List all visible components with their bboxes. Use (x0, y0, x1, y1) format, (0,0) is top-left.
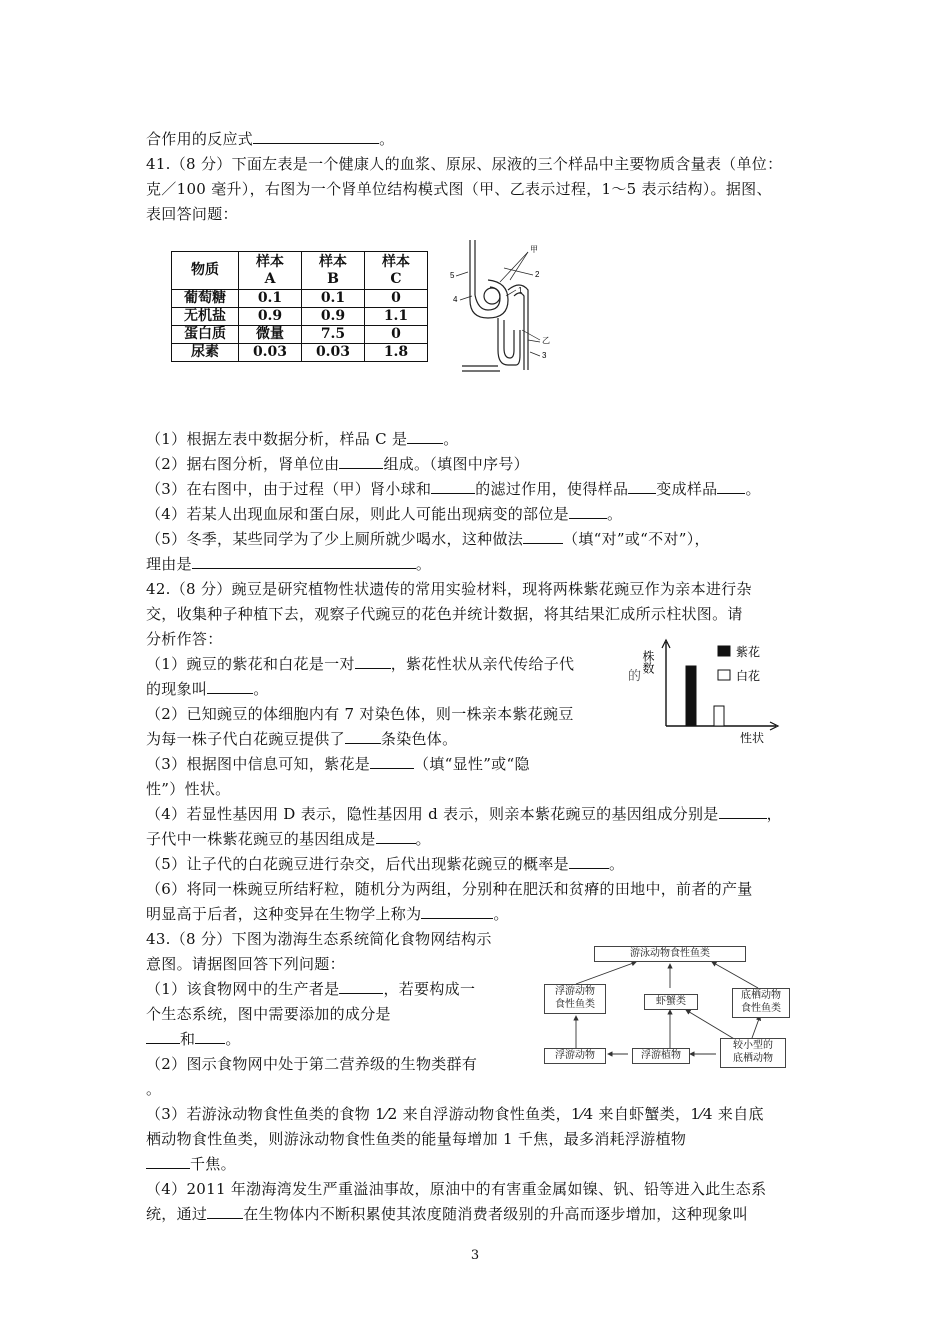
q41-5: （5）冬季，某些同学为了少上厕所就少喝水，这种做法 （填“对”或“不对”）， (146, 530, 710, 548)
nephron-diagram (448, 230, 560, 380)
q42-2-cont: 为每一株子代白花豌豆提供了 条染色体。 (146, 730, 458, 748)
food-web-diagram (536, 940, 800, 1080)
label-5: 5 (450, 271, 455, 280)
legend-label-white: 白花 (736, 669, 761, 683)
q41-stem-line3: 表回答问题： (146, 205, 238, 223)
legend-swatch-white (718, 670, 730, 680)
q42-6: （6）将同一株豌豆所结籽粒，随机分为两组，分别种在肥沃和贫瘠的田地中，前者的产量 (146, 880, 753, 898)
label-3: 3 (542, 351, 547, 360)
q43-2: （2）图示食物网中处于第二营养级的生物类群有 (146, 1055, 478, 1073)
q41-stem-line2: 克／100 毫升），右图为一个肾单位结构模式图（甲、乙表示过程，1～5 表示结构）。据图、 (146, 180, 772, 198)
side-char: 的 (628, 668, 642, 683)
q43-3-cont: 栖动物食性鱼类，则游泳动物食性鱼类的能量每增加 1 千焦，最多消耗浮游植物 (146, 1130, 687, 1148)
table-cell: 无机盐 (172, 308, 239, 326)
q42-stem-line3: 分析作答： (146, 630, 223, 648)
q42-5: （5）让子代的白花豌豆进行杂交，后代出现紫花豌豆的概率是 。 (146, 855, 625, 873)
q42-stem-line1: 42.（8 分）豌豆是研究植物性状遗传的常用实验材料，现将两株紫花豌豆作为亲本进行杂 (146, 580, 752, 598)
q41-2: （2）据右图分析，肾单位由 组成。（填图中序号） (146, 455, 529, 473)
table-cell: 微量 (239, 326, 302, 344)
label-2: 2 (535, 270, 540, 279)
table-cell: 葡萄糖 (172, 290, 239, 308)
table-cell: 蛋白质 (172, 326, 239, 344)
node-plankton-fish: 浮游动物 食性鱼类 (544, 984, 606, 1014)
q43-1: （1）该食物网中的生产者是 ，若要构成一 (146, 980, 476, 998)
bar-purple (686, 666, 696, 726)
table-row (172, 344, 428, 362)
y-axis-label: 株数 (641, 650, 655, 674)
bar-white (714, 706, 724, 726)
q42-4-cont: 子代中一株紫花豌豆的基因组成是 。 (146, 830, 431, 848)
q42-3: （3）根据图中信息可知，紫花是 （填“显性”或“隐 (146, 755, 530, 773)
label-yi: 乙 (542, 336, 550, 345)
q43-stem-line1: 43.（8 分）下图为渤海生态系统简化食物网结构示 (146, 930, 492, 948)
q42-1-cont: 的现象叫 。 (146, 680, 269, 698)
table-cell: 7.5 (302, 326, 365, 344)
q41-3: （3）在右图中，由于过程（甲）肾小球和 的滤过作用，使得样品 变成样品 。 (146, 480, 761, 498)
node-swimming-fish: 游泳动物食性鱼类 (594, 946, 746, 962)
legend-swatch-purple (718, 646, 730, 656)
label-4: 4 (453, 295, 458, 304)
x-axis-label: 性状 (740, 731, 765, 745)
table-cell: 0.9 (239, 308, 302, 326)
table-cell: 0 (365, 326, 428, 344)
q43-4-cont: 统，通过 在生物体内不断积累使其浓度随消费者级别的升高而逐步增加，这种现象叫 (146, 1205, 749, 1223)
table-header: 样本 A (239, 252, 302, 290)
flower-color-bar-chart (626, 634, 802, 750)
substance-table (171, 251, 428, 362)
table-cell: 0.9 (302, 308, 365, 326)
q43-stem-line2: 意图。请据图回答下列问题： (146, 955, 345, 973)
q43-1-cont2: 和 。 (146, 1028, 241, 1050)
node-phytoplankton: 浮游植物 (632, 1048, 690, 1064)
table-header: 物质 (172, 252, 239, 290)
table-cell: 0.03 (302, 344, 365, 362)
q42-1: （1）豌豆的紫花和白花是一对 ，紫花性状从亲代传给子代 (146, 655, 575, 673)
table-row (172, 308, 428, 326)
label-1: 1 (518, 286, 523, 295)
q43-1-cont: 个生态系统，图中需要添加的成分是 (146, 1005, 391, 1023)
table-row (172, 326, 428, 344)
label-jia: 甲 (530, 245, 538, 254)
q42-2: （2）已知豌豆的体细胞内有 7 对染色体，则一株亲本紫花豌豆 (146, 705, 574, 723)
table-header: 样本 C (365, 252, 428, 290)
q41-1: （1）根据左表中数据分析，样品 C 是 。 (146, 430, 459, 448)
table-cell: 尿素 (172, 344, 239, 362)
q42-6-cont: 明显高于后者，这种变异在生物学上称为 。 (146, 905, 509, 923)
table-cell: 0.1 (302, 290, 365, 308)
table-cell: 0 (365, 290, 428, 308)
table-cell: 1.1 (365, 308, 428, 326)
legend-label-purple: 紫花 (736, 645, 761, 659)
q43-3-cont2: 千焦。 (146, 1153, 236, 1175)
q43-2-end: 。 (146, 1080, 162, 1098)
table-row (172, 290, 428, 308)
q42-3-cont: 性”）性状。 (146, 780, 231, 798)
page-number: 3 (470, 1248, 480, 1263)
node-zooplankton: 浮游动物 (544, 1048, 606, 1064)
table-cell: 0.1 (239, 290, 302, 308)
table-header: 样本 B (302, 252, 365, 290)
q43-3: （3）若游泳动物食性鱼类的食物 1⁄2 来自浮游动物食性鱼类，1⁄4 来自虾蟹类，1⁄4 来自底 (146, 1105, 764, 1123)
q43-4: （4）2011 年渤海湾发生严重溢油事故，原油中的有害重金属如镍、钒、铅等进入此生态系 (146, 1180, 767, 1198)
table-cell: 0.03 (239, 344, 302, 362)
q42-stem-line2: 交，收集种子种植下去，观察子代豌豆的花色并统计数据，将其结果汇成所示柱状图。请 (146, 605, 743, 623)
node-benthic-fish: 底栖动物 食性鱼类 (732, 988, 790, 1018)
q41-stem-line1: 41.（8 分）下面左表是一个健康人的血浆、原尿、尿液的三个样品中主要物质含量表（单位： (146, 155, 783, 173)
q41-5-reason: 理由是 。 (146, 555, 432, 573)
node-shrimp-crab: 虾蟹类 (644, 994, 698, 1010)
q41-4: （4）若某人出现血尿和蛋白尿，则此人可能出现病变的部位是 。 (146, 505, 623, 523)
node-small-benthic: 较小型的 底栖动物 (720, 1038, 786, 1068)
text-line: 合作用的反应式 。 (146, 130, 395, 148)
q42-4: （4）若显性基因用 D 表示，隐性基因用 d 表示，则亲本紫花豌豆的基因组成分别是 ， (146, 805, 782, 823)
table-cell: 1.8 (365, 344, 428, 362)
